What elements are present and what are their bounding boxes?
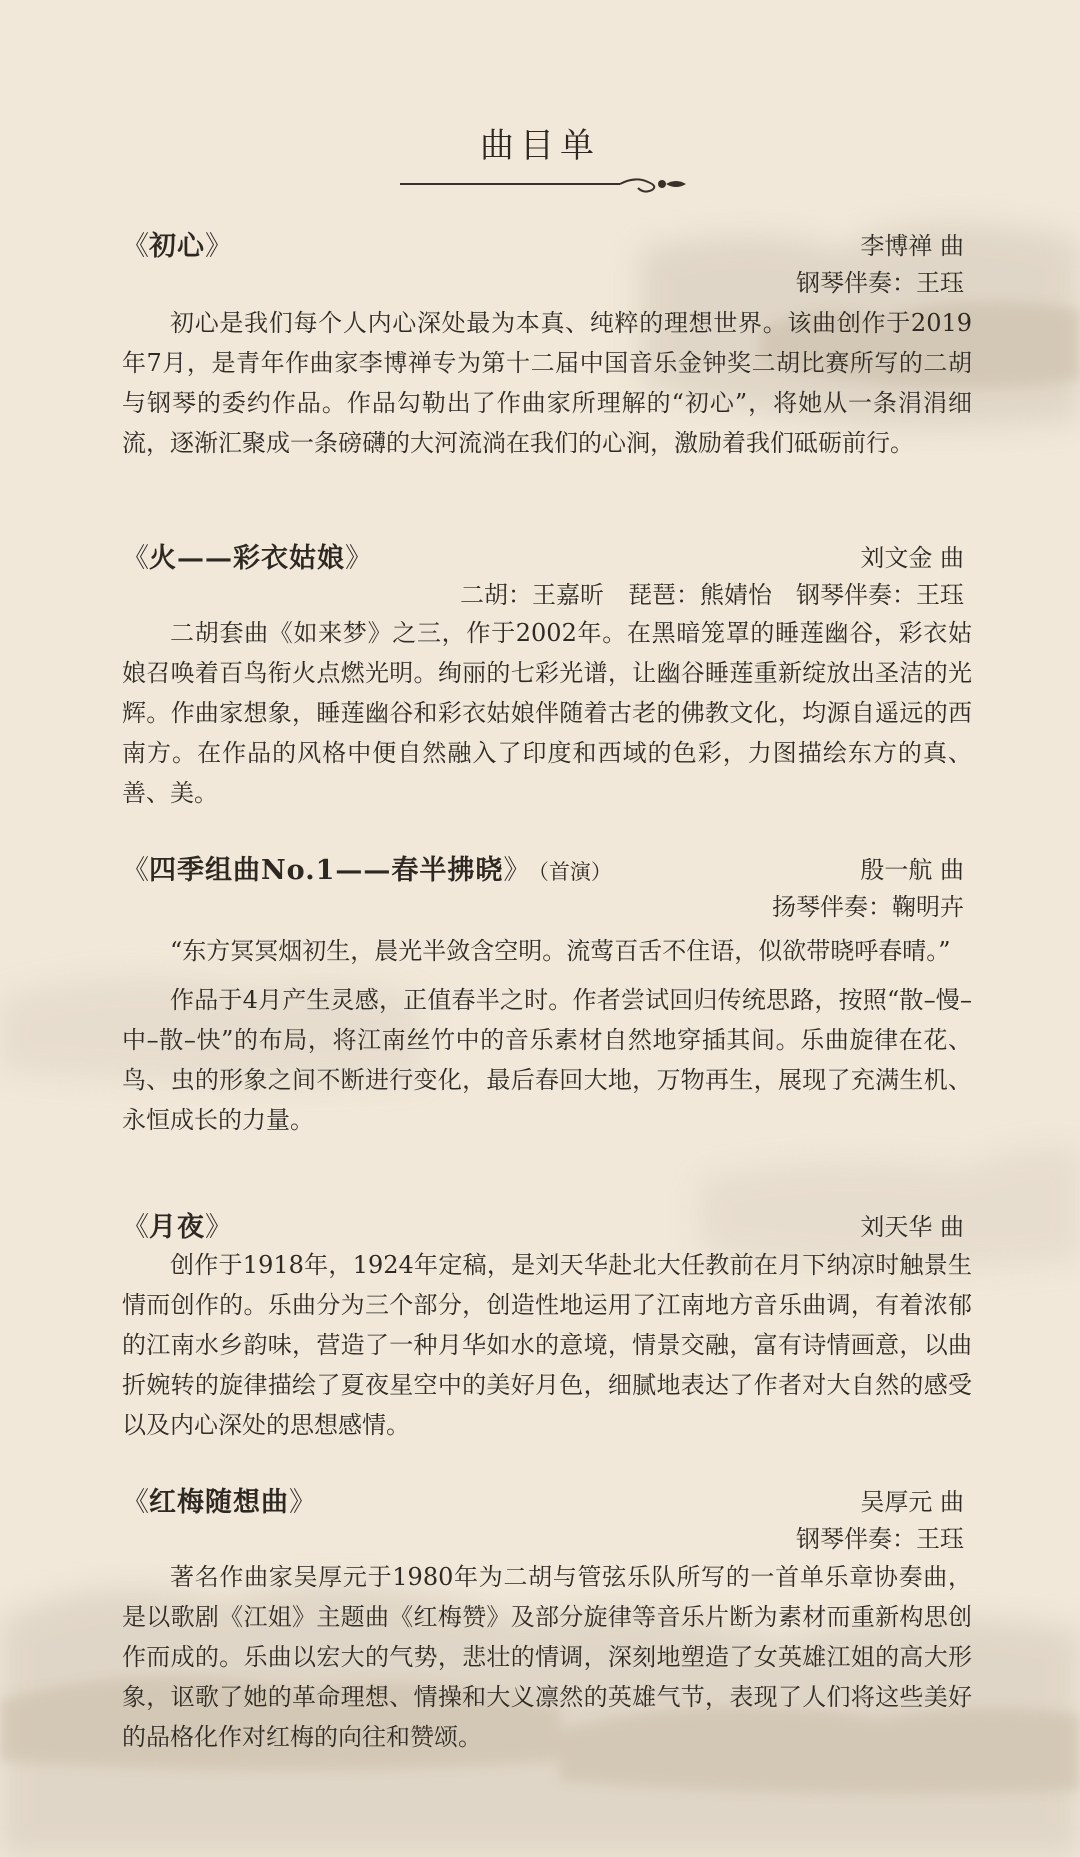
piece-name: 月夜 xyxy=(149,1212,205,1243)
piece-name: 四季组曲No.1——春半拂晓 xyxy=(149,855,504,886)
piece-title: 《月夜》 xyxy=(122,1212,232,1243)
piece-name: 红梅随想曲 xyxy=(149,1487,289,1518)
performer: 钢琴伴奏：王珏 xyxy=(796,1525,964,1553)
description-paragraph: 创作于1918年，1924年定稿，是刘天华赴北大任教前在月下纳凉时触景生情而创作的。乐曲分为三个部分，创造性地运用了江南地方音乐曲调，有着浓郁的江南水乡韵味，营造了一种月华如水的意境，情景交融，富有诗情画意，以曲折婉转的旋律描绘了夏夜星空中的美好月色，细腻地表达了作者对大自然的感受以及内心深处的思想感情。 xyxy=(122,1251,972,1439)
performer: 二胡：王嘉昕 琵琶：熊婧怡 钢琴伴奏：王珏 xyxy=(460,581,964,609)
piece-title: 《初心》 xyxy=(122,231,232,262)
poem-paragraph: “东方冥冥烟初生，晨光半敛含空明。流莺百舌不住语，似欲带晓呼春晴。” xyxy=(170,937,951,965)
description-paragraph: 著名作曲家吴厚元于1980年为二胡与管弦乐队所写的一首单乐章协奏曲，是以歌剧《江姐》主题曲《红梅赞》及部分旋律等音乐片断为素材而重新构思创作而成的。乐曲以宏大的气势，悲壮的情调，深刻地塑造了女英雄江姐的高大形象，讴歌了她的革命理想、情操和大义凛然的英雄气节，表现了人们将这些美好的品格化作对红梅的向往和赞颂。 xyxy=(122,1563,972,1751)
title-divider-ornament xyxy=(400,172,690,196)
piece-description xyxy=(122,922,972,1140)
piece-name: 火——彩衣姑娘 xyxy=(149,543,345,574)
piece-description xyxy=(122,613,972,813)
piece-title: 《火——彩衣姑娘》 xyxy=(122,543,372,574)
composer: 殷一航 曲 xyxy=(860,856,964,884)
piece-description xyxy=(122,303,972,463)
composer: 刘文金 曲 xyxy=(860,544,964,572)
description-paragraph: 初心是我们每个人内心深处最为本真、纯粹的理想世界。该曲创作于2019年7月，是青年作曲家李博禅专为第十二届中国音乐金钟奖二胡比赛所写的二胡与钢琴的委约作品。作品勾勒出了作曲家所理解的“初心”，将她从一条涓涓细流，逐渐汇聚成一条磅礴的大河流淌在我们的心涧，激励着我们砥砺前行。 xyxy=(122,309,972,457)
piece-title: 《红梅随想曲》 xyxy=(122,1487,316,1518)
premiere-note: （首演） xyxy=(538,860,612,884)
performer: 钢琴伴奏：王珏 xyxy=(796,269,964,297)
composer: 刘天华 曲 xyxy=(860,1213,964,1241)
piece-name: 初心 xyxy=(149,231,205,262)
page-title: 曲目单 xyxy=(480,126,600,166)
piece-title: 《四季组曲No.1——春半拂晓》 （首演） xyxy=(122,855,612,886)
composer: 吴厚元 曲 xyxy=(860,1488,964,1516)
piece-description xyxy=(122,1245,972,1445)
composer: 李博禅 曲 xyxy=(860,232,964,260)
piece-description xyxy=(122,1557,972,1757)
description-paragraph: 作品于4月产生灵感，正值春半之时。作者尝试回归传统思路，按照“散–慢–中–散–快”的布局，将江南丝竹中的音乐素材自然地穿插其间。乐曲旋律在花、鸟、虫的形象之间不断进行变化，最后春回大地，万物再生，展现了充满生机、永恒成长的力量。 xyxy=(122,986,972,1134)
performer: 扬琴伴奏：鞠明卉 xyxy=(772,893,964,921)
description-paragraph: 二胡套曲《如来梦》之三，作于2002年。在黑暗笼罩的睡莲幽谷，彩衣姑娘召唤着百鸟衔火点燃光明。绚丽的七彩光谱，让幽谷睡莲重新绽放出圣洁的光辉。作曲家想象，睡莲幽谷和彩衣姑娘伴随着古老的佛教文化，均源自遥远的西南方。在作品的风格中便自然融入了印度和西域的色彩，力图描绘东方的真、善、美。 xyxy=(122,619,972,807)
